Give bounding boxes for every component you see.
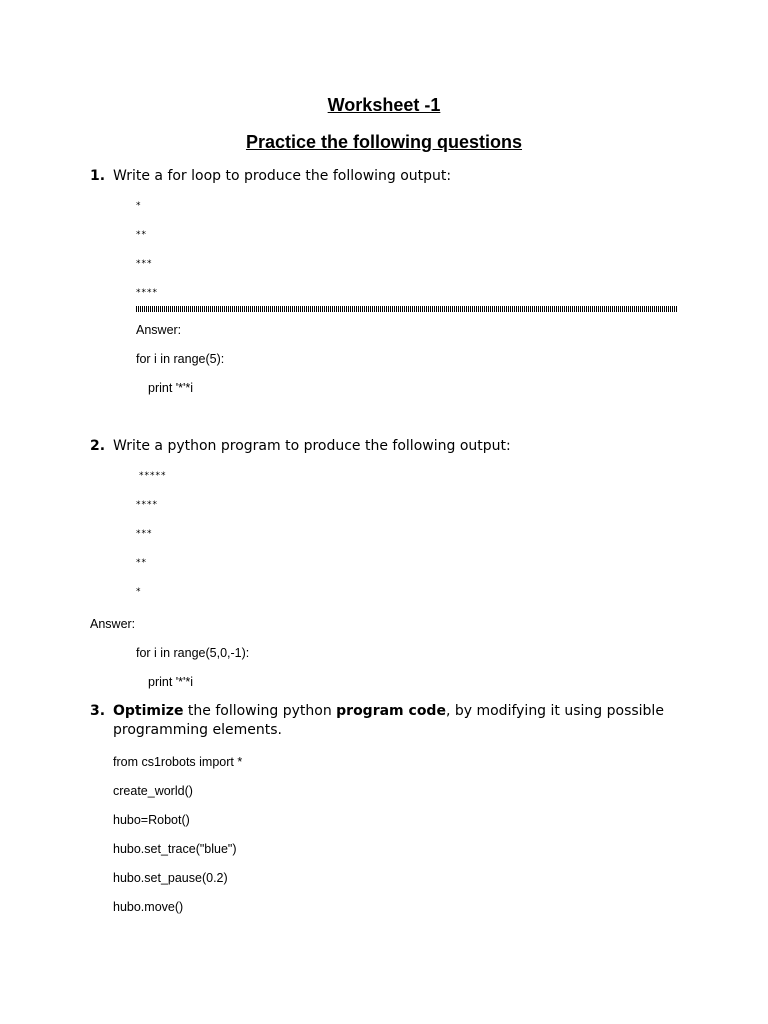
q3-bold-program-code: program code — [336, 703, 446, 719]
q2-pattern-line-3: *** — [136, 529, 153, 539]
question-2-text: Write a python program to produce the following output: — [113, 438, 511, 454]
question-2-number: 2. — [90, 438, 106, 454]
q3-code-line-5: hubo.set_pause(0.2) — [113, 871, 228, 885]
q2-pattern-line-4: ** — [136, 558, 147, 568]
q3-code-line-6: hubo.move() — [113, 900, 184, 914]
q1-pattern-line-4: **** — [136, 288, 158, 298]
q1-pattern-line-2: ** — [136, 230, 147, 240]
q2-code-line-1: for i in range(5,0,-1): — [136, 646, 250, 660]
q1-code-line-1: for i in range(5): — [136, 352, 225, 366]
q2-pattern-line-5: * — [136, 587, 142, 597]
q3-code-line-2: create_world() — [113, 784, 193, 798]
q3-code-line-3: hubo=Robot() — [113, 813, 190, 827]
q1-code-line-2: print '*'*i — [148, 381, 194, 395]
q1-pattern-line-3: *** — [136, 259, 153, 269]
q1-answer-label: Answer: — [136, 323, 182, 337]
q2-pattern-line-2: **** — [136, 500, 158, 510]
worksheet-title: Worksheet -1 — [327, 95, 441, 115]
q3-text-mid: the following python — [183, 703, 337, 719]
q3-code-line-4: hubo.set_trace("blue") — [113, 842, 237, 856]
worksheet-subtitle: Practice the following questions — [245, 132, 523, 152]
q3-text-end: , by modifying it using possible — [445, 703, 664, 719]
dotted-separator — [136, 306, 678, 312]
q3-bold-optimize: Optimize — [113, 703, 184, 719]
q2-code-line-2: print '*'*i — [148, 675, 194, 689]
question-1-text: Write a for loop to produce the following output: — [113, 168, 452, 184]
q3-code-line-1: from cs1robots import * — [113, 755, 243, 769]
question-3-text — [113, 703, 664, 719]
question-1-number: 1. — [90, 168, 106, 184]
question-3-number: 3. — [90, 703, 106, 719]
q2-pattern-line-1: ***** — [139, 471, 167, 481]
q2-answer-label: Answer: — [90, 617, 136, 631]
question-3-text-line-2: programming elements. — [113, 722, 282, 738]
q1-pattern-line-1: * — [136, 201, 142, 211]
